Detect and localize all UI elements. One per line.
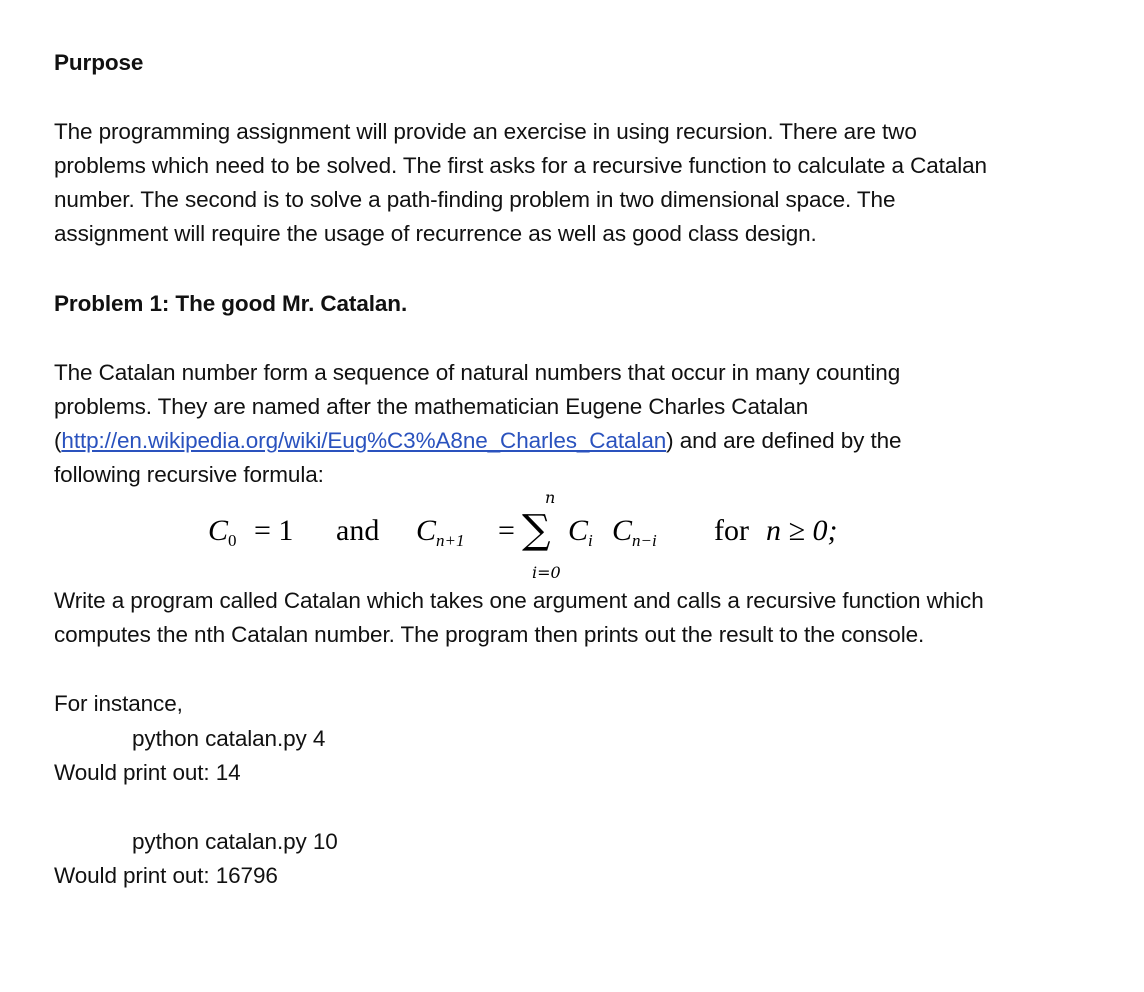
- formula-condition: n ≥ 0;: [766, 514, 838, 547]
- sum-upper-limit: n: [545, 488, 556, 507]
- example-output: Would print out: 14: [54, 760, 241, 785]
- purpose-line: problems which need to be solved. The first asks for a recursive function to calculate a Catalan: [54, 153, 987, 178]
- link-close-text: ) and are defined by the: [666, 428, 902, 453]
- link-open-paren: (: [54, 428, 62, 453]
- example-command: python catalan.py 10: [132, 829, 338, 854]
- example-output: Would print out: 16796: [54, 863, 278, 888]
- purpose-heading: Purpose: [54, 50, 144, 75]
- wikipedia-catalan-link[interactable]: http://en.wikipedia.org/wiki/Eug%C3%A8ne_Charles_Catalan: [61, 428, 667, 453]
- example-command: python catalan.py 4: [132, 726, 326, 751]
- formula-intro: following recursive formula:: [54, 462, 324, 487]
- intro-line: The Catalan number form a sequence of natural numbers that occur in many counting: [54, 360, 901, 385]
- intro-link-line: [54, 426, 901, 456]
- formula-eq2: =: [498, 514, 515, 547]
- instance-label: For instance,: [54, 691, 183, 716]
- problem1-heading: Problem 1: The good Mr. Catalan.: [54, 291, 408, 316]
- purpose-line: assignment will require the usage of recurrence as well as good class design.: [54, 221, 817, 246]
- sum-lower-limit: i=0: [532, 563, 561, 582]
- purpose-line: The programming assignment will provide an exercise in using recursion. There are two: [54, 119, 917, 144]
- intro-line: problems. They are named after the mathematician Eugene Charles Catalan: [54, 394, 809, 419]
- formula-c0: $C_0$: [208, 514, 237, 550]
- task-line: computes the nth Catalan number. The program then prints out the result to the console.: [54, 622, 925, 647]
- formula-ci: $C_i$: [568, 514, 593, 550]
- formula-cn1: $C_{n+1}$: [416, 514, 465, 550]
- formula-for: for: [714, 514, 749, 547]
- formula-eq1: = 1: [254, 514, 294, 547]
- formula-cni: $C_{n-i}$: [612, 514, 657, 550]
- purpose-line: number. The second is to solve a path-finding problem in two dimensional space. The: [54, 187, 896, 212]
- sum-symbol: ∑: [522, 507, 551, 553]
- catalan-formula: [54, 480, 1094, 590]
- task-line: Write a program called Catalan which takes one argument and calls a recursive function which: [54, 588, 984, 613]
- formula-and: and: [336, 514, 380, 547]
